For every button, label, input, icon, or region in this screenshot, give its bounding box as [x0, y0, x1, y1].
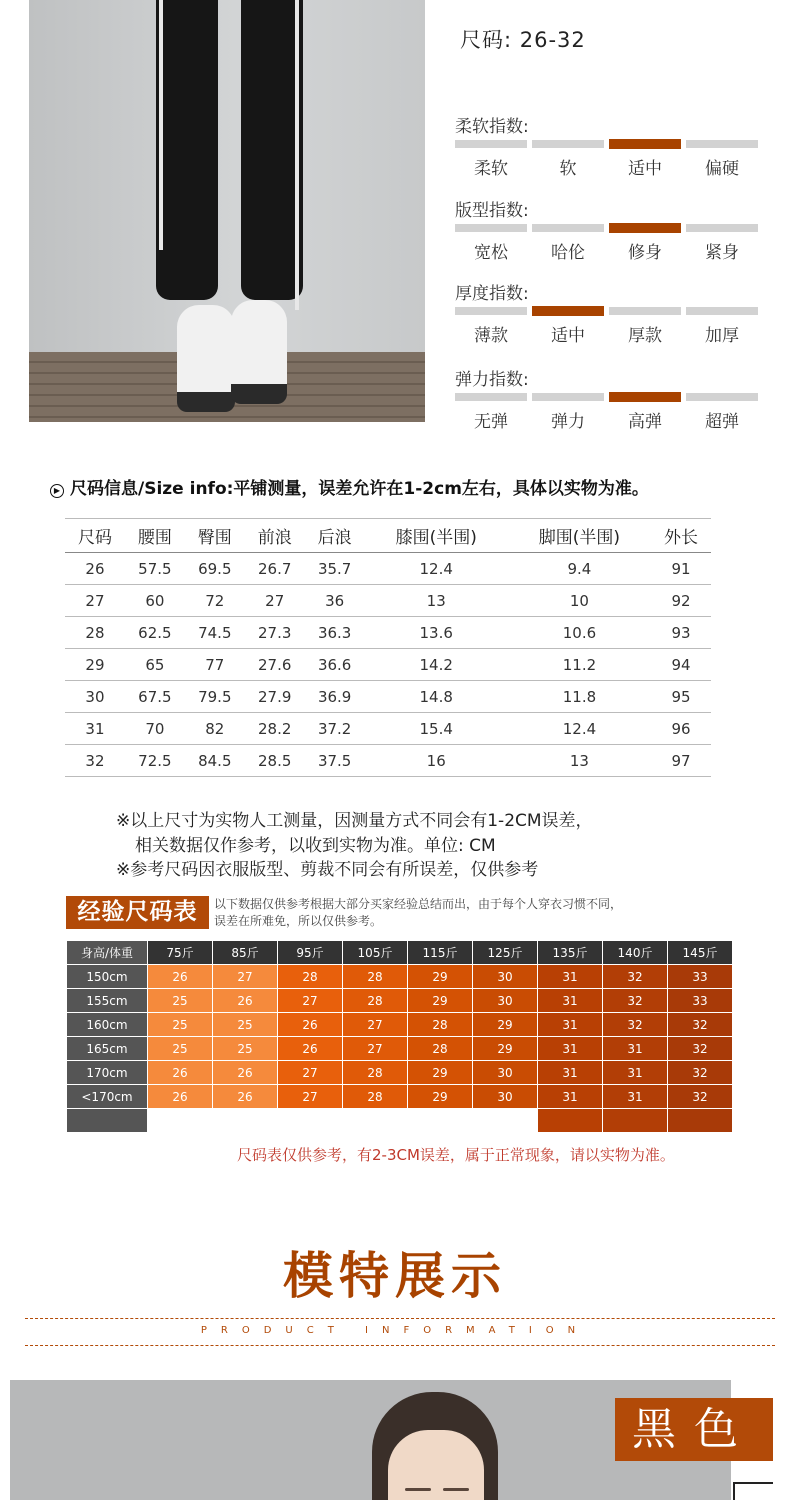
size-cell: 29 — [408, 965, 472, 988]
index-bar — [455, 393, 527, 401]
size-cell: 28 — [343, 965, 407, 988]
table-cell: 97 — [651, 745, 711, 777]
table-cell: 60 — [125, 585, 185, 617]
table-cell: 13 — [365, 585, 508, 617]
table-cell: 12.4 — [508, 713, 651, 745]
empty-cell — [668, 1109, 732, 1132]
table-cell: 91 — [651, 553, 711, 585]
size-cell: 31 — [538, 1037, 602, 1060]
size-cell: 31 — [538, 989, 602, 1012]
corner-header: 身高/体重 — [67, 941, 147, 964]
table-cell: 27 — [65, 585, 125, 617]
size-cell: 26 — [213, 1061, 277, 1084]
table-cell: 15.4 — [365, 713, 508, 745]
size-cell: 27 — [278, 1061, 342, 1084]
index-option-label: 弹力 — [551, 412, 585, 432]
experience-size-title: 经验尺码表 — [66, 896, 209, 929]
size-cell: 26 — [148, 1085, 212, 1108]
experience-desc-line-2: 误差在所难免，所以仅供参考。 — [214, 914, 383, 928]
table-cell: 37.2 — [305, 713, 365, 745]
index-option-label: 软 — [559, 159, 577, 179]
index-option-label: 高弹 — [628, 412, 662, 432]
weight-header: 115斤 — [408, 941, 472, 964]
column-header: 前浪 — [245, 519, 305, 553]
height-header: 160cm — [67, 1013, 147, 1036]
size-info-heading — [50, 474, 649, 499]
product-information-label: PRODUCT INFORMATION — [200, 1325, 590, 1336]
note-line-3: ※参考尺码因衣服版型、剪裁不同会有所误差，仅供参考 — [116, 860, 539, 880]
height-header: 170cm — [67, 1061, 147, 1084]
size-cell: 31 — [538, 1061, 602, 1084]
table-row — [67, 1013, 732, 1036]
product-photo — [29, 0, 425, 422]
empty-cell — [213, 1109, 277, 1132]
size-cell: 29 — [408, 1085, 472, 1108]
disclaimer-text: 尺码表仅供参考，有2-3CM误差，属于正常现象，请以实物为准。 — [237, 1146, 675, 1164]
table-row — [65, 617, 711, 649]
experience-size-table — [66, 940, 733, 1133]
table-cell: 35.7 — [305, 553, 365, 585]
table-cell: 9.4 — [508, 553, 651, 585]
index-option-label: 柔软 — [474, 159, 508, 179]
size-cell: 32 — [668, 1085, 732, 1108]
size-cell: 31 — [538, 965, 602, 988]
index-bar — [686, 140, 758, 148]
table-cell: 65 — [125, 649, 185, 681]
empty-cell — [148, 1109, 212, 1132]
index-bar — [532, 393, 604, 401]
size-cell: 33 — [668, 989, 732, 1012]
size-cell: 29 — [473, 1037, 537, 1060]
size-cell: 32 — [603, 989, 667, 1012]
table-row — [65, 681, 711, 713]
note-line-1: ※以上尺寸为实物人工测量，因测量方式不同会有1-2CM误差， — [116, 811, 593, 831]
size-cell: 26 — [148, 965, 212, 988]
index-bar-selected — [609, 223, 681, 233]
index-bar — [455, 224, 527, 232]
table-row — [67, 1037, 732, 1060]
table-cell: 27 — [245, 585, 305, 617]
table-cell: 96 — [651, 713, 711, 745]
index-option-label: 厚款 — [628, 326, 662, 346]
size-cell: 32 — [668, 1061, 732, 1084]
table-cell: 32 — [65, 745, 125, 777]
index-option-label: 薄款 — [474, 326, 508, 346]
size-cell: 32 — [603, 965, 667, 988]
column-header: 外长 — [651, 519, 711, 553]
size-cell: 27 — [278, 989, 342, 1012]
experience-desc-line-1: 以下数据仅供参考根据大部分买家经验总结而出，由于每个人穿衣习惯不同， — [214, 897, 623, 911]
index-option-label: 宽松 — [474, 243, 508, 263]
model-section-title: 模特展示 — [283, 1247, 507, 1305]
table-cell: 12.4 — [365, 553, 508, 585]
empty-cell — [538, 1109, 602, 1132]
weight-header: 125斤 — [473, 941, 537, 964]
note-line-2: 相关数据仅作参考，以收到实物为准。单位: CM — [135, 836, 496, 856]
empty-cell — [473, 1109, 537, 1132]
measurement-table — [65, 518, 711, 777]
size-cell: 28 — [343, 1085, 407, 1108]
table-row — [67, 1061, 732, 1084]
table-cell: 36.9 — [305, 681, 365, 713]
table-cell: 31 — [65, 713, 125, 745]
table-cell: 13 — [508, 745, 651, 777]
index-bar — [532, 224, 604, 232]
size-cell: 31 — [603, 1085, 667, 1108]
table-row — [67, 1085, 732, 1108]
table-cell: 36.6 — [305, 649, 365, 681]
table-cell: 84.5 — [185, 745, 245, 777]
column-header: 尺码 — [65, 519, 125, 553]
size-cell: 29 — [408, 989, 472, 1012]
size-cell: 25 — [213, 1013, 277, 1036]
table-cell: 70 — [125, 713, 185, 745]
index-option-label: 加厚 — [705, 326, 739, 346]
table-cell: 14.2 — [365, 649, 508, 681]
index-option-label: 超弹 — [705, 412, 739, 432]
index-bar-selected — [609, 392, 681, 402]
size-cell: 30 — [473, 1085, 537, 1108]
size-cell: 33 — [668, 965, 732, 988]
size-cell: 31 — [538, 1085, 602, 1108]
index-option-label: 修身 — [628, 243, 662, 263]
table-cell: 10 — [508, 585, 651, 617]
size-info-text: 尺码信息/Size info:平铺测量，误差允许在1-2cm左右，具体以实物为准。 — [70, 479, 649, 499]
size-cell: 27 — [213, 965, 277, 988]
size-cell: 26 — [213, 1085, 277, 1108]
table-cell: 27.6 — [245, 649, 305, 681]
table-cell: 30 — [65, 681, 125, 713]
height-header: 150cm — [67, 965, 147, 988]
size-cell: 25 — [148, 989, 212, 1012]
table-cell: 10.6 — [508, 617, 651, 649]
index-bar — [686, 224, 758, 232]
empty-cell — [343, 1109, 407, 1132]
size-cell: 28 — [278, 965, 342, 988]
weight-header: 95斤 — [278, 941, 342, 964]
index-bar — [686, 393, 758, 401]
empty-cell — [278, 1109, 342, 1132]
index-bar — [455, 307, 527, 315]
weight-header: 105斤 — [343, 941, 407, 964]
table-cell: 72 — [185, 585, 245, 617]
divider-top — [25, 1318, 775, 1319]
table-cell: 95 — [651, 681, 711, 713]
size-cell: 28 — [408, 1013, 472, 1036]
table-row — [65, 713, 711, 745]
table-cell: 67.5 — [125, 681, 185, 713]
empty-cell — [603, 1109, 667, 1132]
table-cell: 37.5 — [305, 745, 365, 777]
table-cell: 62.5 — [125, 617, 185, 649]
index-bar — [532, 140, 604, 148]
table-cell: 26 — [65, 553, 125, 585]
table-cell: 77 — [185, 649, 245, 681]
size-cell: 26 — [148, 1061, 212, 1084]
size-range: 尺码: 26-32 — [460, 28, 586, 52]
size-cell: 26 — [278, 1037, 342, 1060]
table-cell: 36 — [305, 585, 365, 617]
column-header: 膝围(半围) — [365, 519, 508, 553]
table-row — [65, 553, 711, 585]
size-cell: 29 — [408, 1061, 472, 1084]
size-cell: 32 — [668, 1037, 732, 1060]
arrow-right-icon: ▶ — [50, 484, 64, 498]
index-title: 柔软指数: — [455, 117, 529, 137]
table-cell: 79.5 — [185, 681, 245, 713]
size-cell: 29 — [473, 1013, 537, 1036]
size-cell: 28 — [408, 1037, 472, 1060]
index-option-label: 适中 — [551, 326, 585, 346]
size-cell: 31 — [603, 1037, 667, 1060]
index-option-label: 哈伦 — [551, 243, 585, 263]
table-cell: 26.7 — [245, 553, 305, 585]
table-cell: 72.5 — [125, 745, 185, 777]
weight-header: 75斤 — [148, 941, 212, 964]
table-cell: 36.3 — [305, 617, 365, 649]
table-cell: 16 — [365, 745, 508, 777]
weight-header: 145斤 — [668, 941, 732, 964]
index-bar — [455, 140, 527, 148]
table-cell: 57.5 — [125, 553, 185, 585]
index-option-label: 紧身 — [705, 243, 739, 263]
size-cell: 32 — [668, 1013, 732, 1036]
column-header: 腰围 — [125, 519, 185, 553]
height-header: 155cm — [67, 989, 147, 1012]
index-option-label: 偏硬 — [705, 159, 739, 179]
frame-corner — [733, 1482, 773, 1500]
empty-row — [67, 1109, 732, 1132]
index-bar-selected — [532, 306, 604, 316]
size-cell: 25 — [148, 1013, 212, 1036]
weight-header: 135斤 — [538, 941, 602, 964]
index-option-label: 无弹 — [474, 412, 508, 432]
empty-cell — [408, 1109, 472, 1132]
empty-cell — [67, 1109, 147, 1132]
index-bar — [609, 307, 681, 315]
index-title: 版型指数: — [455, 201, 529, 221]
size-cell: 28 — [343, 1061, 407, 1084]
size-cell: 25 — [213, 1037, 277, 1060]
size-cell: 30 — [473, 1061, 537, 1084]
size-cell: 28 — [343, 989, 407, 1012]
table-cell: 82 — [185, 713, 245, 745]
table-cell: 69.5 — [185, 553, 245, 585]
size-cell: 31 — [538, 1013, 602, 1036]
height-header: <170cm — [67, 1085, 147, 1108]
size-cell: 32 — [603, 1013, 667, 1036]
table-row — [65, 649, 711, 681]
size-cell: 30 — [473, 965, 537, 988]
table-row — [67, 965, 732, 988]
table-cell: 14.8 — [365, 681, 508, 713]
index-bar-selected — [609, 139, 681, 149]
column-header: 臀围 — [185, 519, 245, 553]
size-cell: 31 — [603, 1061, 667, 1084]
size-cell: 27 — [343, 1037, 407, 1060]
table-cell: 92 — [651, 585, 711, 617]
table-cell: 28 — [65, 617, 125, 649]
weight-header: 85斤 — [213, 941, 277, 964]
height-header: 165cm — [67, 1037, 147, 1060]
table-cell: 27.9 — [245, 681, 305, 713]
index-title: 厚度指数: — [455, 284, 529, 304]
size-cell: 30 — [473, 989, 537, 1012]
table-cell: 28.2 — [245, 713, 305, 745]
table-cell: 27.3 — [245, 617, 305, 649]
table-cell: 11.2 — [508, 649, 651, 681]
table-row — [65, 745, 711, 777]
color-tag: 黑色 — [615, 1398, 773, 1461]
table-cell: 28.5 — [245, 745, 305, 777]
size-cell: 27 — [278, 1085, 342, 1108]
column-header: 后浪 — [305, 519, 365, 553]
table-cell: 74.5 — [185, 617, 245, 649]
table-row — [65, 585, 711, 617]
column-header: 脚围(半围) — [508, 519, 651, 553]
weight-header: 140斤 — [603, 941, 667, 964]
table-cell: 11.8 — [508, 681, 651, 713]
size-cell: 26 — [278, 1013, 342, 1036]
size-cell: 27 — [343, 1013, 407, 1036]
size-cell: 25 — [148, 1037, 212, 1060]
divider-bottom — [25, 1345, 775, 1346]
index-bar — [686, 307, 758, 315]
table-cell: 93 — [651, 617, 711, 649]
table-cell: 29 — [65, 649, 125, 681]
index-title: 弹力指数: — [455, 370, 529, 390]
table-row — [67, 989, 732, 1012]
table-cell: 94 — [651, 649, 711, 681]
index-option-label: 适中 — [628, 159, 662, 179]
size-cell: 26 — [213, 989, 277, 1012]
table-cell: 13.6 — [365, 617, 508, 649]
